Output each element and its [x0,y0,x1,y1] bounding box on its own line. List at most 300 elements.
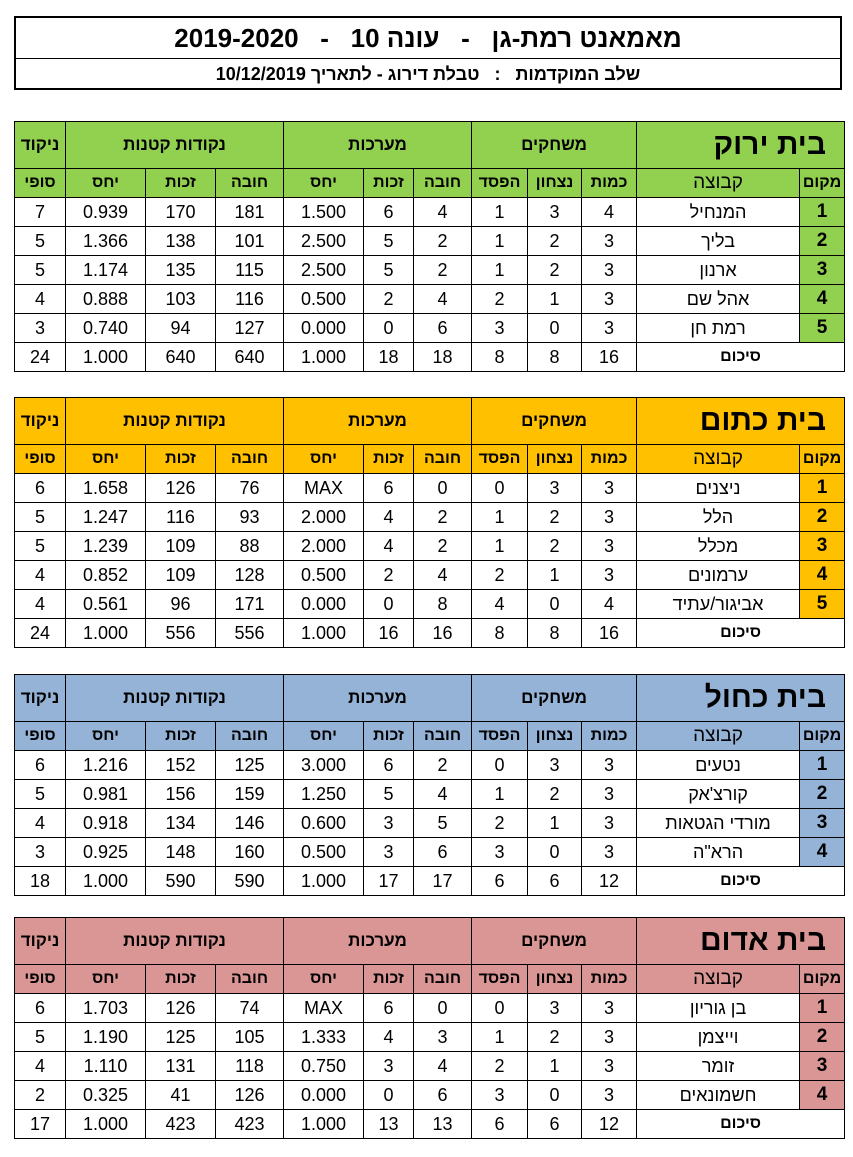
team-pts-against: 94 [146,314,216,343]
group-name: בית אדום [637,918,845,965]
summary-sets-ratio: 1.000 [284,1110,364,1139]
team-pts-ratio: 0.888 [66,285,146,314]
team-place: 2 [800,780,845,809]
group-table [14,917,845,1139]
team-pts-against: 156 [146,780,216,809]
column-header-win: נצחון [528,445,582,474]
team-sets-against: 5 [364,256,414,285]
summary-sets-ratio: 1.000 [284,619,364,648]
team-pts-against: 109 [146,532,216,561]
team-win: 3 [528,751,582,780]
team-pts-ratio: 0.852 [66,561,146,590]
summary-sets-against: 16 [364,619,414,648]
team-games: 3 [582,285,637,314]
table-row [15,838,845,867]
place-header: מקום [800,965,845,994]
team-sets-against: 3 [364,1052,414,1081]
team-score: 5 [15,227,66,256]
team-pts-ratio: 0.740 [66,314,146,343]
team-pts-for: 118 [216,1052,284,1081]
group-name: בית כתום [637,398,845,445]
summary-sets-against: 18 [364,343,414,372]
column-header-against: זכות [364,965,414,994]
team-win: 0 [528,1081,582,1110]
summary-score: 17 [15,1110,66,1139]
summary-score: 24 [15,619,66,648]
team-score: 7 [15,198,66,227]
team-pts-for: 74 [216,994,284,1023]
summary-sets-for: 16 [414,619,472,648]
column-header-count: כמות [582,965,637,994]
column-header-final: סופי [15,445,66,474]
team-sets-ratio: 2.000 [284,532,364,561]
summary-score: 18 [15,867,66,896]
table-row [15,198,845,227]
team-pts-for: 76 [216,474,284,503]
summary-label: סיכום [637,619,845,648]
team-place: 1 [800,994,845,1023]
team-place: 2 [800,227,845,256]
team-pts-against: 152 [146,751,216,780]
team-header: קבוצה [637,722,800,751]
team-score: 5 [15,503,66,532]
team-loss: 1 [472,780,528,809]
team-name: קורצ'אק [637,780,800,809]
team-pts-ratio: 0.325 [66,1081,146,1110]
team-sets-against: 6 [364,994,414,1023]
column-header-ratio: יחס [66,722,146,751]
team-sets-ratio: 1.250 [284,780,364,809]
team-loss: 1 [472,503,528,532]
team-place: 3 [800,532,845,561]
sets-header: מערכות [284,675,472,722]
summary-label: סיכום [637,343,845,372]
team-sets-for: 2 [414,751,472,780]
team-sets-ratio: 3.000 [284,751,364,780]
games-header: משחקים [472,918,637,965]
team-sets-ratio: 1.500 [284,198,364,227]
group-name: בית ירוק [637,122,845,169]
team-sets-ratio: 0.000 [284,590,364,619]
team-sets-against: 6 [364,751,414,780]
table-row [15,561,845,590]
table-row [15,256,845,285]
summary-pts-for: 556 [216,619,284,648]
summary-win: 8 [528,619,582,648]
column-header-for: חובה [414,722,472,751]
team-name: הלל [637,503,800,532]
team-pts-for: 105 [216,1023,284,1052]
team-place: 5 [800,590,845,619]
team-games: 3 [582,474,637,503]
team-loss: 1 [472,227,528,256]
summary-pts-ratio: 1.000 [66,1110,146,1139]
points-header: נקודות קטנות [66,122,284,169]
team-games: 3 [582,809,637,838]
team-win: 0 [528,314,582,343]
summary-label: סיכום [637,1110,845,1139]
team-place: 1 [800,751,845,780]
page-title: מאמאנט רמת-גן - עונה 10 - 2019-2020 [16,18,840,59]
table-row [15,314,845,343]
team-pts-for: 160 [216,838,284,867]
team-pts-ratio: 1.658 [66,474,146,503]
team-pts-ratio: 1.247 [66,503,146,532]
team-win: 2 [528,256,582,285]
column-header-ratio: יחס [284,965,364,994]
team-header: קבוצה [637,965,800,994]
team-name: נטעים [637,751,800,780]
team-loss: 2 [472,561,528,590]
team-sets-against: 0 [364,590,414,619]
summary-win: 6 [528,1110,582,1139]
team-loss: 4 [472,590,528,619]
table-row [15,751,845,780]
team-name: ערמונים [637,561,800,590]
team-name: הרא"ה [637,838,800,867]
team-games: 3 [582,503,637,532]
team-loss: 0 [472,994,528,1023]
team-place: 4 [800,838,845,867]
team-pts-for: 127 [216,314,284,343]
team-sets-for: 2 [414,532,472,561]
team-sets-for: 2 [414,227,472,256]
column-header-ratio: יחס [66,445,146,474]
summary-sets-ratio: 1.000 [284,867,364,896]
column-header-against: זכות [146,965,216,994]
team-pts-for: 126 [216,1081,284,1110]
team-pts-for: 88 [216,532,284,561]
team-games: 4 [582,590,637,619]
summary-loss: 8 [472,619,528,648]
column-header-against: זכות [146,169,216,198]
team-sets-for: 2 [414,256,472,285]
team-place: 1 [800,474,845,503]
team-win: 3 [528,994,582,1023]
team-pts-for: 181 [216,198,284,227]
summary-sets-for: 18 [414,343,472,372]
team-sets-for: 0 [414,474,472,503]
team-loss: 2 [472,809,528,838]
column-header-for: חובה [216,445,284,474]
summary-games: 16 [582,619,637,648]
summary-pts-against: 590 [146,867,216,896]
team-win: 0 [528,590,582,619]
summary-pts-for: 423 [216,1110,284,1139]
sets-header: מערכות [284,918,472,965]
team-pts-against: 134 [146,809,216,838]
team-place: 3 [800,809,845,838]
summary-win: 6 [528,867,582,896]
games-header: משחקים [472,675,637,722]
team-sets-against: 6 [364,198,414,227]
team-sets-against: 4 [364,503,414,532]
summary-row [15,619,845,648]
sets-header: מערכות [284,398,472,445]
team-name: מורדי הגטאות [637,809,800,838]
team-sets-for: 4 [414,285,472,314]
team-win: 1 [528,809,582,838]
summary-sets-for: 17 [414,867,472,896]
column-header-win: נצחון [528,965,582,994]
team-loss: 3 [472,838,528,867]
team-score: 5 [15,1023,66,1052]
column-header-count: כמות [582,169,637,198]
team-win: 3 [528,198,582,227]
team-name: רמת חן [637,314,800,343]
team-name: בליך [637,227,800,256]
team-pts-against: 148 [146,838,216,867]
column-header-for: חובה [216,722,284,751]
team-sets-against: 0 [364,1081,414,1110]
team-loss: 0 [472,474,528,503]
team-pts-ratio: 1.703 [66,994,146,1023]
team-sets-against: 4 [364,532,414,561]
team-loss: 2 [472,1052,528,1081]
team-loss: 1 [472,1023,528,1052]
team-sets-for: 6 [414,1081,472,1110]
team-pts-ratio: 0.918 [66,809,146,838]
team-games: 3 [582,561,637,590]
team-header: קבוצה [637,445,800,474]
summary-pts-ratio: 1.000 [66,867,146,896]
team-games: 3 [582,994,637,1023]
summary-loss: 6 [472,1110,528,1139]
team-games: 3 [582,532,637,561]
games-header: משחקים [472,398,637,445]
table-row [15,994,845,1023]
column-header-loss: הפסד [472,965,528,994]
team-pts-ratio: 1.190 [66,1023,146,1052]
team-sets-ratio: 0.000 [284,1081,364,1110]
column-header-for: חובה [216,169,284,198]
team-pts-against: 131 [146,1052,216,1081]
column-header-loss: הפסד [472,722,528,751]
team-pts-against: 41 [146,1081,216,1110]
team-sets-for: 4 [414,198,472,227]
team-pts-against: 109 [146,561,216,590]
team-pts-ratio: 1.366 [66,227,146,256]
team-place: 5 [800,314,845,343]
team-sets-against: 2 [364,285,414,314]
team-name: מכלל [637,532,800,561]
team-pts-against: 126 [146,994,216,1023]
team-sets-ratio: 0.000 [284,314,364,343]
team-games: 3 [582,314,637,343]
summary-sets-for: 13 [414,1110,472,1139]
summary-win: 8 [528,343,582,372]
team-games: 3 [582,1052,637,1081]
team-sets-against: 2 [364,561,414,590]
team-score: 2 [15,1081,66,1110]
column-header-final: סופי [15,169,66,198]
team-header: קבוצה [637,169,800,198]
points-header: נקודות קטנות [66,675,284,722]
team-sets-against: 6 [364,474,414,503]
summary-sets-against: 17 [364,867,414,896]
column-header-loss: הפסד [472,445,528,474]
team-place: 3 [800,256,845,285]
team-pts-for: 125 [216,751,284,780]
team-score: 5 [15,256,66,285]
summary-row [15,867,845,896]
games-header: משחקים [472,122,637,169]
team-pts-ratio: 0.939 [66,198,146,227]
team-score: 4 [15,590,66,619]
team-pts-for: 146 [216,809,284,838]
team-win: 0 [528,838,582,867]
team-name: אהל שם [637,285,800,314]
team-place: 2 [800,1023,845,1052]
column-header-count: כמות [582,445,637,474]
team-sets-against: 4 [364,1023,414,1052]
team-sets-for: 6 [414,314,472,343]
column-header-for: חובה [414,445,472,474]
table-row [15,809,845,838]
table-row [15,1081,845,1110]
team-score: 3 [15,838,66,867]
summary-label: סיכום [637,867,845,896]
team-place: 3 [800,1052,845,1081]
summary-row [15,1110,845,1139]
score-header: ניקוד [15,918,66,965]
table-row [15,590,845,619]
team-sets-ratio: 0.600 [284,809,364,838]
team-sets-ratio: MAX [284,994,364,1023]
team-score: 5 [15,780,66,809]
team-loss: 3 [472,1081,528,1110]
team-games: 3 [582,1081,637,1110]
team-place: 4 [800,1081,845,1110]
team-sets-ratio: 0.500 [284,838,364,867]
team-games: 3 [582,751,637,780]
team-sets-against: 0 [364,314,414,343]
group-table [14,674,845,896]
table-row [15,780,845,809]
column-header-against: זכות [364,445,414,474]
team-place: 1 [800,198,845,227]
summary-games: 12 [582,867,637,896]
team-loss: 3 [472,314,528,343]
summary-pts-ratio: 1.000 [66,619,146,648]
column-header-ratio: יחס [284,169,364,198]
summary-score: 24 [15,343,66,372]
team-place: 2 [800,503,845,532]
team-pts-against: 135 [146,256,216,285]
score-header: ניקוד [15,398,66,445]
team-sets-ratio: 0.500 [284,561,364,590]
summary-games: 16 [582,343,637,372]
table-row [15,532,845,561]
team-score: 3 [15,314,66,343]
team-pts-ratio: 0.925 [66,838,146,867]
column-header-final: סופי [15,965,66,994]
summary-games: 12 [582,1110,637,1139]
summary-pts-against: 556 [146,619,216,648]
column-header-against: זכות [146,722,216,751]
team-loss: 0 [472,751,528,780]
team-score: 5 [15,532,66,561]
place-header: מקום [800,722,845,751]
team-games: 4 [582,198,637,227]
column-header-loss: הפסד [472,169,528,198]
column-header-ratio: יחס [284,445,364,474]
team-win: 1 [528,1052,582,1081]
team-pts-against: 116 [146,503,216,532]
summary-loss: 6 [472,867,528,896]
team-win: 1 [528,561,582,590]
team-pts-against: 103 [146,285,216,314]
team-pts-for: 128 [216,561,284,590]
summary-pts-for: 640 [216,343,284,372]
column-header-final: סופי [15,722,66,751]
score-header: ניקוד [15,122,66,169]
group-name: בית כחול [637,675,845,722]
team-pts-for: 101 [216,227,284,256]
team-games: 3 [582,780,637,809]
team-place: 4 [800,285,845,314]
team-loss: 1 [472,532,528,561]
place-header: מקום [800,169,845,198]
summary-pts-against: 640 [146,343,216,372]
team-name: המנחיל [637,198,800,227]
team-pts-ratio: 1.216 [66,751,146,780]
team-pts-ratio: 0.981 [66,780,146,809]
team-sets-for: 4 [414,780,472,809]
team-pts-against: 126 [146,474,216,503]
team-loss: 1 [472,256,528,285]
summary-row [15,343,845,372]
team-pts-for: 171 [216,590,284,619]
team-pts-ratio: 1.239 [66,532,146,561]
summary-pts-ratio: 1.000 [66,343,146,372]
team-name: בן גוריון [637,994,800,1023]
column-header-against: זכות [364,169,414,198]
place-header: מקום [800,445,845,474]
team-sets-for: 8 [414,590,472,619]
team-loss: 2 [472,285,528,314]
team-pts-ratio: 1.174 [66,256,146,285]
summary-pts-for: 590 [216,867,284,896]
table-row [15,474,845,503]
team-pts-ratio: 0.561 [66,590,146,619]
team-win: 1 [528,285,582,314]
team-sets-against: 5 [364,780,414,809]
team-sets-for: 4 [414,561,472,590]
team-score: 6 [15,474,66,503]
team-pts-against: 125 [146,1023,216,1052]
team-score: 6 [15,994,66,1023]
team-name: ניצנים [637,474,800,503]
table-row [15,1052,845,1081]
team-name: ארנון [637,256,800,285]
team-sets-ratio: 1.333 [284,1023,364,1052]
team-pts-for: 115 [216,256,284,285]
group-table [14,121,845,372]
team-name: אביגור/עתיד [637,590,800,619]
column-header-win: נצחון [528,169,582,198]
team-pts-for: 116 [216,285,284,314]
column-header-ratio: יחס [284,722,364,751]
team-pts-for: 159 [216,780,284,809]
team-games: 3 [582,256,637,285]
team-sets-against: 5 [364,227,414,256]
team-pts-against: 96 [146,590,216,619]
table-row [15,1023,845,1052]
team-win: 2 [528,503,582,532]
points-header: נקודות קטנות [66,918,284,965]
column-header-for: חובה [414,965,472,994]
